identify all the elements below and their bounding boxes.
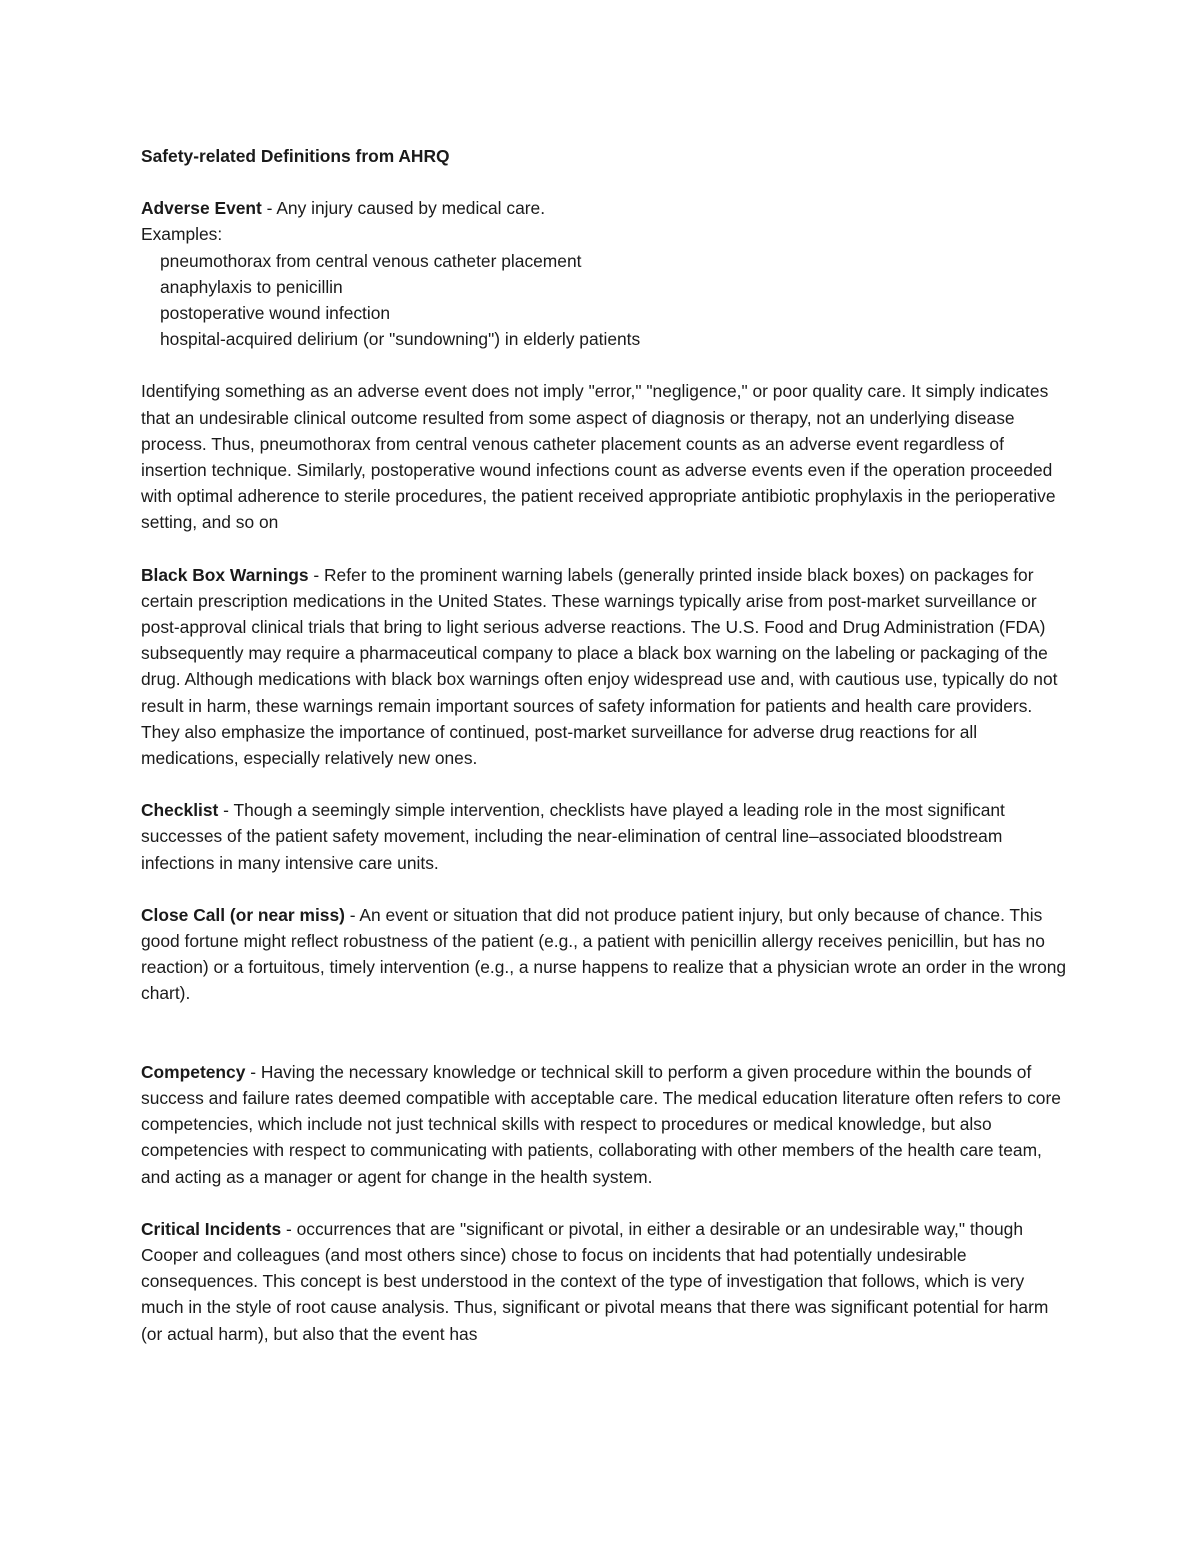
example-item: pneumothorax from central venous catheter placement — [160, 250, 582, 271]
example-item: anaphylaxis to penicillin — [160, 276, 343, 297]
critical-incidents-text: - occurrences that are "significant or pivotal, in either a desirable or an undesirable way," though Cooper and colleagues (and most others since) chose to focus on incidents that had potentially undesirable consequences. This concept is best understood in the context of the type of investigation that follows, which is very much in the style of root cause analysis. Thus, significant or pivotal means that there was significant potential for harm (or actual harm), but also that the event has — [141, 1218, 1049, 1344]
entry-checklist — [141, 797, 1071, 876]
adverse-event-text: - Any injury caused by medical care. — [261, 198, 546, 219]
entry-critical-incidents — [141, 1216, 1071, 1347]
term-checklist: Checklist — [141, 800, 219, 821]
checklist-text: - Though a seemingly simple intervention, checklists have played a leading role in the most significant successes of the patient safety movement, including the near-elimination of central line–associated bloodstream infections in many intensive care units. — [141, 800, 1005, 873]
examples-list — [141, 248, 1071, 353]
entry-adverse-event — [141, 195, 1071, 352]
competency-text: - Having the necessary knowledge or technical skill to perform a given procedure within the bounds of success and failure rates deemed compatible with acceptable care. The medical education literature often refers to core competencies, which include not just technical skills with respect to procedures or medical knowledge, but also competencies with respect to communicating with patients, collaborating with other members of the health care team, and acting as a manager or agent for change in the health system. — [141, 1061, 1061, 1187]
entry-competency — [141, 1059, 1071, 1190]
term-adverse-event: Adverse Event — [141, 198, 262, 219]
example-item: postoperative wound infection — [160, 303, 391, 324]
term-close-call: Close Call (or near miss) — [141, 904, 345, 925]
entry-black-box-warnings — [141, 562, 1071, 772]
entry-close-call — [141, 902, 1071, 1007]
term-competency: Competency — [141, 1061, 246, 1082]
document-body — [141, 143, 1071, 1373]
close-call-text: - An event or situation that did not produce patient injury, but only because of chance. This good fortune might reflect robustness of the patient (e.g., a patient with penicillin allergy receives penicillin, but has no reaction) or a fortuitous, timely intervention (e.g., a nurse happens to realize that a physician wrote an order in the wrong chart). — [141, 904, 1067, 1004]
examples-label: Examples: — [141, 224, 223, 245]
term-critical-incidents: Critical Incidents — [141, 1218, 282, 1239]
black-box-text: - Refer to the prominent warning labels (generally printed inside black boxes) on packages for certain prescription medications in the United States. These warnings typically arise from post-market surveillance or post-approval clinical trials that bring to light serious adverse reactions. The U.S. Food and Drug Administration (FDA) subsequently may require a pharmaceutical company to place a black box warning on the labeling or packaging of the drug. Although medications with black box warnings often enjoy widespread use and, with cautious use, typically do not result in harm, these warnings remain important sources of safety information for patients and health care providers. They also emphasize the importance of continued, post-market surveillance for adverse drug reactions for all medications, especially relatively new ones. — [141, 564, 1058, 769]
term-black-box-warnings: Black Box Warnings — [141, 564, 309, 585]
adverse-event-definition — [141, 195, 1071, 221]
example-item: hospital-acquired delirium (or "sundowning") in elderly patients — [160, 329, 641, 350]
adverse-event-explanation: Identifying something as an adverse event does not imply "error," "negligence," or poor quality care. It simply indicates that an undesirable clinical outcome resulted from some aspect of diagnosis or therapy, not an underlying disease process. Thus, pneumothorax from central venous catheter placement counts as an adverse event regardless of insertion technique. Similarly, postoperative wound infections count as adverse events even if the operation proceeded with optimal adherence to sterile procedures, the patient received appropriate antibiotic prophylaxis in the perioperative setting, and so on — [141, 381, 1056, 533]
document-title: Safety-related Definitions from AHRQ — [141, 146, 450, 166]
